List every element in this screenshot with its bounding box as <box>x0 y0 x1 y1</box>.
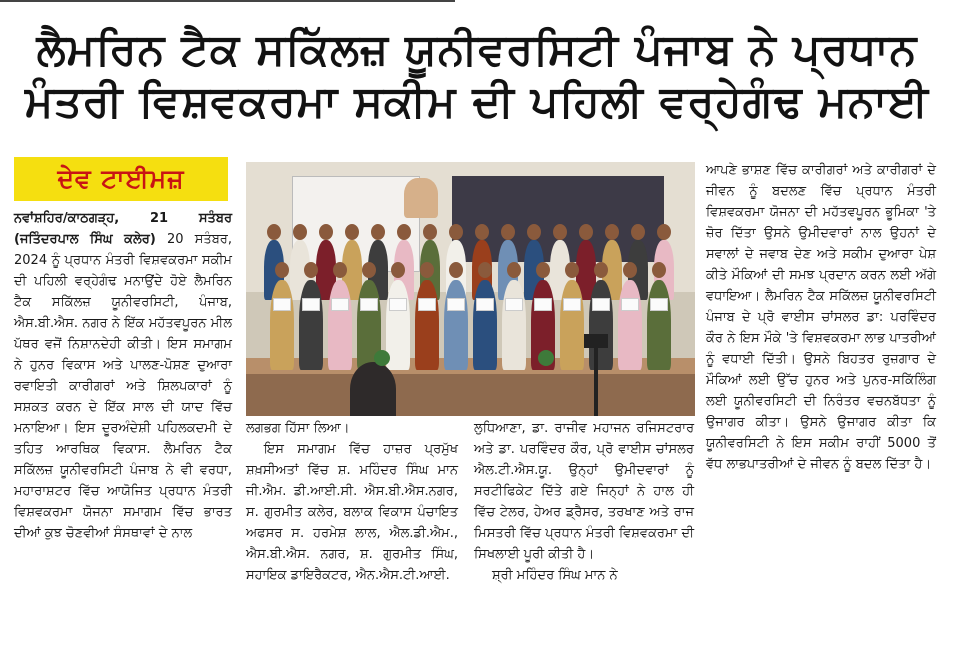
publication-name: ਦੇਵ ਟਾਈਮਜ਼ <box>57 164 185 193</box>
photo-floor <box>246 374 695 416</box>
photo-plant <box>538 350 554 366</box>
headline <box>10 24 944 128</box>
photo-tripod <box>594 342 598 416</box>
photo-certificate <box>360 298 378 311</box>
photo-person <box>502 280 526 370</box>
photo-person-head <box>565 262 579 278</box>
photo-person-head <box>657 224 671 240</box>
article-body-3b: ਸ਼੍ਰੀ ਮਹਿੰਦਰ ਸਿੰਘ ਮਾਨ ਨੇ <box>492 568 618 583</box>
photo-person-head <box>449 224 463 240</box>
article-body-4: ਆਪਣੇ ਭਾਸ਼ਣ ਵਿੱਚ ਕਾਰੀਗਰਾਂ ਅਤੇ ਕਾਰੀਗਰਾਂ ਦੇ ਜੀਵਨ ਨੂੰ ਬਦਲਣ ਵਿੱਚ ਪ੍ਰਧਾਨ ਮੰਤਰੀ ਵਿਸ਼ਵਕਰਮਾ ਯੋਜਨਾ ਦੀ ਮਹੱਤਵਪੂਰਨ ਭੂਮਿਕਾ 'ਤੇ ਜ਼ੋਰ ਦਿੱਤਾ ਉਸਨੇ ਉਮੀਦਵਾਰਾਂ ਨਾਲ ਉਹਨਾਂ ਦੇ ਸਵਾਲਾਂ ਦੇ ਜਵਾਬ ਦੇਣ ਅਤੇ ਸਕੀਮ ਦੁਆਰਾ ਪੇਸ਼ ਕੀਤੇ ਮੌਕਿਆਂ ਦੀ ਸਮਝ ਪ੍ਰਦਾਨ ਕਰਨ ਲਈ ਅੱਗੇ ਵਧਾਇਆ। ਲੈਮਰਿਨ ਟੈਕ ਸਕਿੱਲਜ਼ ਯੂਨੀਵਰਸਿਟੀ ਪੰਜਾਬ ਦੇ ਪ੍ਰੋ ਵਾਈਸ ਚਾਂਸਲਰ ਡਾ: ਪਰਵਿੰਦਰ ਕੌਰ ਨੇ ਇਸ ਮੌਕੇ 'ਤੇ ਵਿਸ਼ਵਕਰਮਾ ਲਾਭ ਪਾਤਰੀਆਂ ਨੂੰ ਵਧਾਈ ਦਿੱਤੀ। ਉਸਨੇ ਬਿਹਤਰ ਰੁਜ਼ਗਾਰ ਦੇ ਮੌਕਿਆਂ ਲਈ ਉੱਚ ਹੁਨਰ ਅਤੇ ਪੁਨਰ-ਸਕਿੱਲਿੰਗ ਲਈ ਯੂਨੀਵਰਸਿਟੀ ਦੀ ਨਿਰੰਤਰ ਵਚਨਬੱਧਤਾ ਨੂੰ ਉਜਾਗਰ ਕੀਤਾ। ਉਸਨੇ ਉਜਾਗਰ ਕੀਤਾ ਕਿ ਯੂਨੀਵਰਸਿਟੀ ਨੇ ਇਸ ਸਕੀਮ ਰਾਹੀਂ 5000 ਤੋਂ ਵੱਧ ਲਾਭਪਾਤਰੀਆਂ ਦੇ ਜੀਵਨ ਨੂੰ ਬਦਲ ਦਿੱਤਾ ਹੈ। <box>706 163 936 472</box>
article-body-2: ਇਸ ਸਮਾਗਮ ਵਿੱਚ ਹਾਜ਼ਰ ਪ੍ਰਮੁੱਖ ਸ਼ਖ਼ਸੀਅਤਾਂ ਵਿੱਚ ਸ਼. ਮਹਿੰਦਰ ਸਿੰਘ ਮਾਨ ਜੀ.ਐਮ. ਡੀ.ਆਈ.ਸੀ. ਐਸ.ਬੀ.ਐਸ.ਨਗਰ, ਸ. ਗੁਰਮੀਤ ਕਲੇਰ, ਬਲਾਕ ਵਿਕਾਸ ਪੰਚਾਇਤ ਅਫਸਰ ਸ. ਹਰਮੇਸ਼ ਲਾਲ, ਐਲ.ਡੀ.ਐਮ., ਐਸ.ਬੀ.ਐਸ. ਨਗਰ, ਸ਼. ਗੁਰਮੀਤ ਸਿੰਘ, ਸਹਾਇਕ ਡਾਇਰੈਕਟਰ, ਐਨ.ਐਸ.ਟੀ.ਆਈ. <box>246 442 458 583</box>
photo-certificate <box>563 298 581 311</box>
photo-certificate <box>447 298 465 311</box>
photo-person-head <box>478 262 492 278</box>
photo-crowd <box>258 222 684 372</box>
dateline: ਨਵਾਂਸ਼ਹਿਰ/ਕਾਠਗੜ੍ਹ, 21 ਸਤੰਬਰ (ਜਤਿੰਦਰਪਾਲ ਸਿੰਘ ਕਲੇਰ) <box>14 211 232 247</box>
photo-person <box>589 280 613 370</box>
photo-person-head <box>319 224 333 240</box>
photo-certificate <box>505 298 523 311</box>
photo-person-head <box>501 224 515 240</box>
photo-person <box>270 280 294 370</box>
photo-certificate <box>650 298 668 311</box>
article-body-1: 20 ਸਤੰਬਰ, 2024 ਨੂੰ ਪ੍ਰਧਾਨ ਮੰਤਰੀ ਵਿਸ਼ਵਕਰਮਾ ਸਕੀਮ ਦੀ ਪਹਿਲੀ ਵਰ੍ਹੇਗੰਢ ਮਨਾਉਂਦੇ ਹੋਏ ਲੈਮਰਿਨ ਟੈਕ ਸਕਿੱਲਜ਼ ਯੂਨੀਵਰਸਿਟੀ, ਪੰਜਾਬ, ਐਸ.ਬੀ.ਐਸ. ਨਗਰ ਨੇ ਇੱਕ ਮਹੱਤਵਪੂਰਨ ਮੀਲ ਪੱਥਰ ਵਜੋਂ ਨਿਸ਼ਾਨਦੇਹੀ ਕੀਤੀ। ਇਸ ਸਮਾਗਮ ਨੇ ਹੁਨਰ ਵਿਕਾਸ ਅਤੇ ਪਾਲਣ-ਪੋਸ਼ਣ ਦੁਆਰਾ ਰਵਾਇਤੀ ਕਾਰੀਗਰਾਂ ਅਤੇ ਸ਼ਿਲਪਕਾਰਾਂ ਨੂੰ ਸਸ਼ਕਤ ਕਰਨ ਦੇ ਇੱਕ ਸਾਲ ਦੀ ਯਾਦ ਵਿੱਚ ਮਨਾਇਆ। ਇਸ ਦੂਰਅੰਦੇਸ਼ੀ ਪਹਿਲਕਦਮੀ ਦੇ ਤਹਿਤ ਆਰਥਿਕ ਵਿਕਾਸ. ਲੈਮਰਿਨ ਟੈਕ ਸਕਿੱਲਜ਼ ਯੂਨੀਵਰਸਿਟੀ ਪੰਜਾਬ ਨੇ ਵੀ ਵਰਧਾ, ਮਹਾਰਾਸ਼ਟਰ ਵਿੱਚ ਆਯੋਜਿਤ ਪ੍ਰਧਾਨ ਮੰਤਰੀ ਵਿਸ਼ਵਕਰਮਾ ਯੋਜਨਾ ਸਮਾਗਮ ਵਿੱਚ ਭਾਰਤ ਦੀਆਂ ਕੁਝ ਚੋਣਵੀਆਂ ਸੰਸਥਾਵਾਂ ਦੇ ਨਾਲ <box>14 232 232 541</box>
photo-person-head <box>553 224 567 240</box>
photo-person-head <box>631 224 645 240</box>
photo-person-head <box>267 224 281 240</box>
photo-person <box>647 280 671 370</box>
photo-certificate <box>389 298 407 311</box>
photo-certificate <box>418 298 436 311</box>
photo-person-head <box>536 262 550 278</box>
photo-person-head <box>423 224 437 240</box>
photo-person-head <box>579 224 593 240</box>
top-rule <box>0 0 455 4</box>
article-text <box>14 208 232 544</box>
photo-person-head <box>449 262 463 278</box>
photo-person-head <box>304 262 318 278</box>
photo-person-head <box>345 224 359 240</box>
article-body-3: ਲੁਧਿਆਣਾ, ਡਾ. ਰਾਜੀਵ ਮਹਾਜਨ ਰਜਿਸਟਰਾਰ ਅਤੇ ਡਾ. ਪਰਵਿੰਦਰ ਕੌਰ, ਪ੍ਰੋ ਵਾਈਸ ਚਾਂਸਲਰ ਐਲ.ਟੀ.ਐਸ.ਯੂ. ਉਨ੍ਹਾਂ ਉਮੀਦਵਾਰਾਂ ਨੂੰ ਸਰਟੀਫਿਕੇਟ ਦਿੱਤੇ ਗਏ ਜਿਨ੍ਹਾਂ ਨੇ ਹਾਲ ਹੀ ਵਿੱਚ ਟੇਲਰ, ਹੇਅਰ ਡ੍ਰੈਸਰ, ਤਰਖਾਣ ਅਤੇ ਰਾਜ ਮਿਸਤਰੀ ਵਿੱਚ ਪ੍ਰਧਾਨ ਮੰਤਰੀ ਵਿਸ਼ਵਕਰਮਾ ਦੀ ਸਿਖਲਾਈ ਪੂਰੀ ਕੀਤੀ ਹੈ। <box>474 421 694 562</box>
photo-person-head <box>397 224 411 240</box>
photo-person-head <box>507 262 521 278</box>
photo-person-head <box>527 224 541 240</box>
photo-portrait <box>404 178 438 218</box>
photo-certificate <box>331 298 349 311</box>
photo-foreground-head <box>350 362 396 416</box>
event-photo <box>246 162 695 416</box>
article-column-2 <box>246 418 458 586</box>
article-continued: ਲਗਭਗ ਹਿੱਸਾ ਲਿਆ। <box>246 421 350 436</box>
photo-plant <box>374 350 390 366</box>
photo-certificate <box>592 298 610 311</box>
photo-person-head <box>391 262 405 278</box>
headline-line-2: ਮੰਤਰੀ ਵਿਸ਼ਵਕਰਮਾ ਸਕੀਮ ਦੀ ਪਹਿਲੀ ਵਰ੍ਹੇਗੰਢ ਮਨਾਈ <box>24 77 930 127</box>
photo-certificate <box>621 298 639 311</box>
photo-certificate <box>534 298 552 311</box>
photo-certificate <box>302 298 320 311</box>
photo-person <box>415 280 439 370</box>
photo-person <box>328 280 352 370</box>
photo-person <box>473 280 497 370</box>
photo-person-head <box>605 224 619 240</box>
photo-person-head <box>275 262 289 278</box>
headline-line-1: ਲੈਮਰਿਨ ਟੈਕ ਸਕਿੱਲਜ਼ ਯੂਨੀਵਰਸਿਟੀ ਪੰਜਾਬ ਨੇ ਪ੍ਰਧਾਨ <box>36 25 918 75</box>
photo-person-head <box>293 224 307 240</box>
photo-person-head <box>594 262 608 278</box>
article-column-4 <box>706 160 936 475</box>
article-column-3 <box>474 418 694 586</box>
photo-person-head <box>362 262 376 278</box>
photo-person <box>444 280 468 370</box>
article-column-1 <box>14 208 232 544</box>
photo-person-head <box>623 262 637 278</box>
photo-person <box>299 280 323 370</box>
photo-person-head <box>652 262 666 278</box>
photo-person-head <box>475 224 489 240</box>
photo-certificate <box>273 298 291 311</box>
photo-person <box>618 280 642 370</box>
photo-certificate <box>476 298 494 311</box>
photo-person-head <box>371 224 385 240</box>
publication-logo <box>14 157 228 201</box>
photo-person-head <box>420 262 434 278</box>
photo-person-head <box>333 262 347 278</box>
photo-person <box>560 280 584 370</box>
